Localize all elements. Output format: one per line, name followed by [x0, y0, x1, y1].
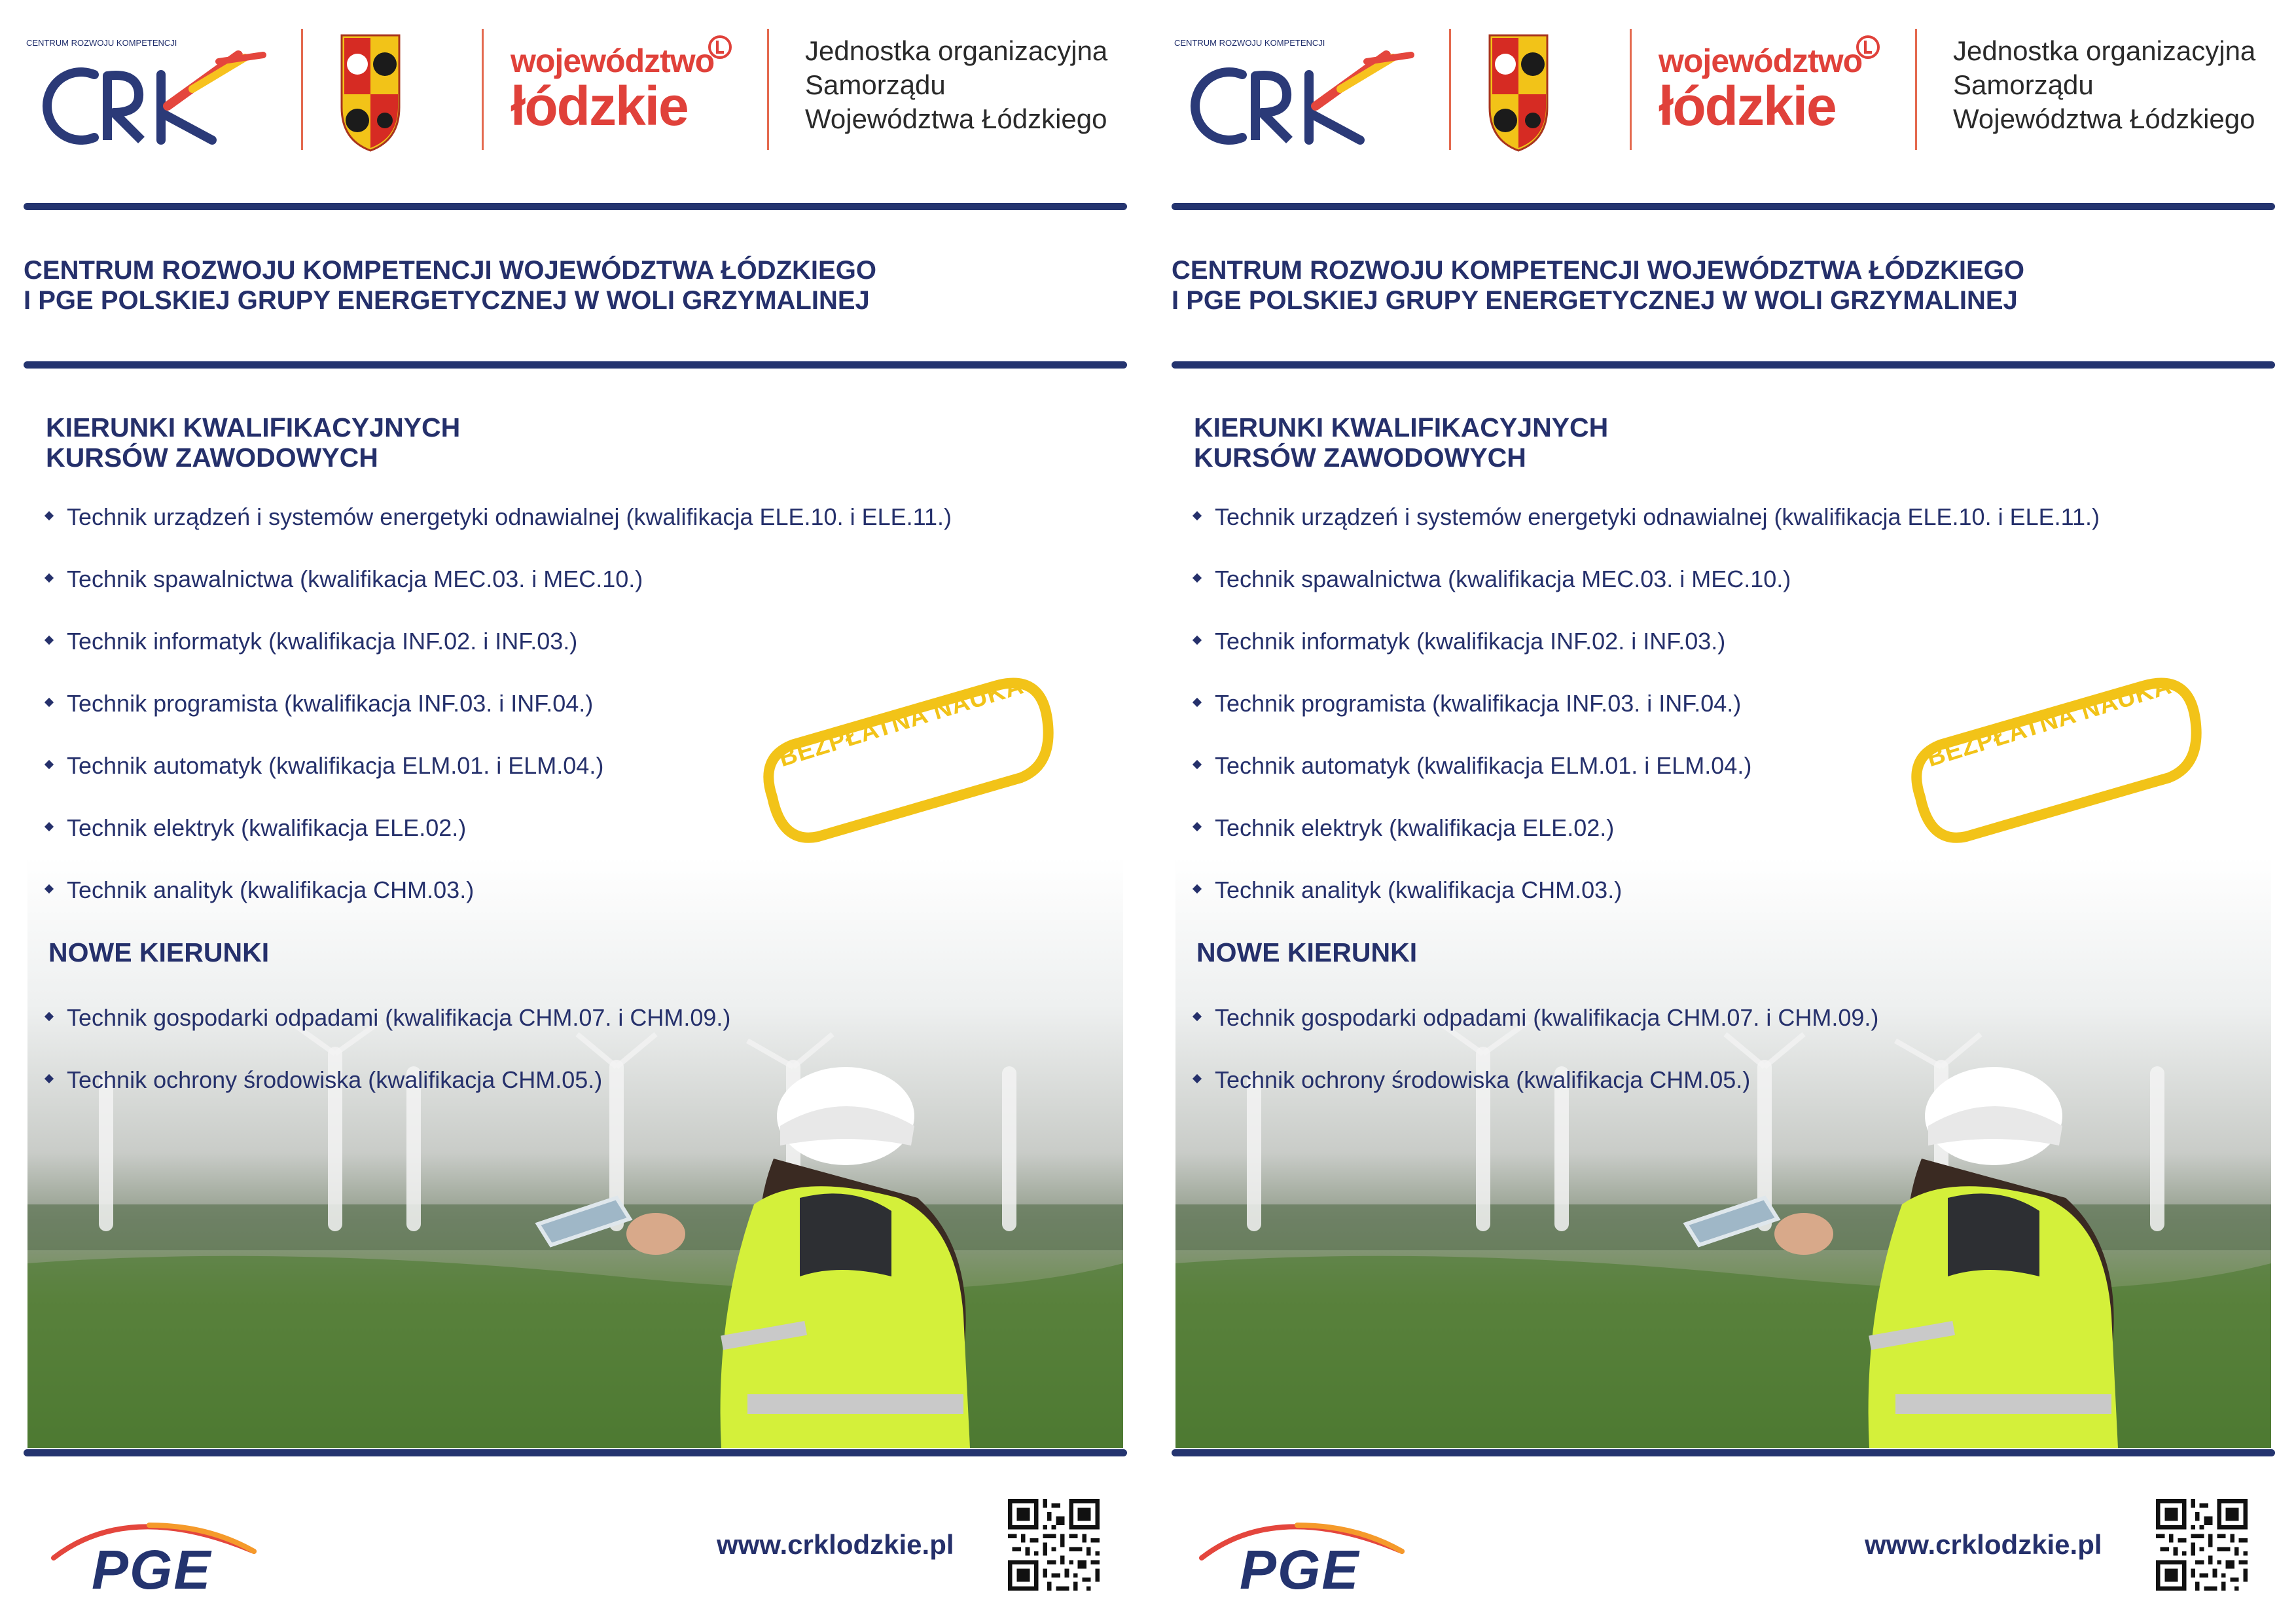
region-mark-icon — [707, 34, 733, 60]
course-text: Technik programista (kwalifikacja INF.03. i INF.04.) — [1215, 690, 1742, 717]
unit-caption — [1953, 34, 2293, 136]
organization-title — [1172, 255, 2271, 316]
crk-caption: CENTRUM ROZWOJU KOMPETENCJI — [26, 38, 177, 48]
course-item — [46, 1003, 730, 1032]
region-mark-icon — [1855, 34, 1881, 60]
bullet-diamond-icon — [1193, 511, 1202, 520]
coat-of-arms-icon — [340, 29, 401, 153]
course-item — [46, 689, 593, 718]
organization-line: CENTRUM ROZWOJU KOMPETENCJI WOJEWÓDZTWA ŁÓDZKIEGO — [24, 256, 876, 285]
course-item — [46, 876, 474, 905]
bullet-diamond-icon — [45, 760, 54, 769]
course-text: Technik analityk (kwalifikacja CHM.03.) — [1215, 876, 1623, 903]
course-item — [46, 627, 577, 656]
courses-heading — [1194, 412, 1608, 473]
bullet-diamond-icon — [45, 1012, 54, 1021]
header-divider — [301, 29, 303, 150]
region-logo-line2: łódzkie — [511, 75, 688, 137]
bottom-divider-bar — [1172, 1449, 2275, 1456]
course-item — [46, 503, 952, 532]
new-courses-heading: NOWE KIERUNKI — [1196, 937, 1418, 967]
unit-line: Samorządu — [1953, 69, 2094, 100]
course-text: Technik urządzeń i systemów energetyki odnawialnej (kwalifikacja ELE.10. i ELE.11.) — [67, 503, 952, 530]
pge-logo-text: PGE — [92, 1539, 212, 1600]
bullet-diamond-icon — [1193, 822, 1202, 831]
courses-heading-line: KIERUNKI KWALIFIKACYJNYCH — [46, 412, 461, 442]
bullet-diamond-icon — [45, 698, 54, 707]
unit-line: Województwa Łódzkiego — [1953, 103, 2255, 134]
top-divider-bar — [1172, 203, 2275, 210]
bullet-diamond-icon — [1193, 698, 1202, 707]
course-item — [46, 751, 603, 780]
crk-logo — [1170, 29, 1419, 153]
bullet-diamond-icon — [45, 573, 54, 583]
course-text: Technik informatyk (kwalifikacja INF.02. i INF.03.) — [1215, 628, 1726, 655]
course-text: Technik ochrony środowiska (kwalifikacja CHM.05.) — [1215, 1066, 1751, 1093]
course-item — [1194, 627, 1725, 656]
header — [1148, 0, 2296, 196]
bullet-diamond-icon — [45, 511, 54, 520]
bottom-divider-bar — [24, 1449, 1127, 1456]
website-link[interactable]: www.crklodzkie.pl — [1865, 1529, 2102, 1560]
bullet-diamond-icon — [1193, 1012, 1202, 1021]
course-text: Technik ochrony środowiska (kwalifikacja CHM.05.) — [67, 1066, 603, 1093]
crk-logo — [22, 29, 271, 153]
course-text: Technik elektryk (kwalifikacja ELE.02.) — [1215, 814, 1615, 841]
unit-line: Województwa Łódzkiego — [805, 103, 1107, 134]
pge-logo-text: PGE — [1240, 1539, 1360, 1600]
course-item — [1194, 503, 2100, 532]
crk-caption: CENTRUM ROZWOJU KOMPETENCJI — [1174, 38, 1325, 48]
courses-heading-line: KURSÓW ZAWODOWYCH — [46, 442, 378, 473]
course-text: Technik spawalnictwa (kwalifikacja MEC.03. i MEC.10.) — [1215, 566, 1791, 592]
course-item — [46, 814, 466, 842]
header-divider — [1449, 29, 1451, 150]
region-logo-line1: województwo — [1659, 43, 1863, 79]
region-logo-line2: łódzkie — [1659, 75, 1836, 137]
bullet-diamond-icon — [1193, 573, 1202, 583]
top-divider-bar — [24, 203, 1127, 210]
courses-heading-line: KURSÓW ZAWODOWYCH — [1194, 442, 1526, 473]
bullet-diamond-icon — [1193, 884, 1202, 893]
region-logo — [511, 34, 733, 145]
header-divider — [1915, 29, 1917, 150]
organization-line: CENTRUM ROZWOJU KOMPETENCJI WOJEWÓDZTWA ŁÓDZKIEGO — [1172, 256, 2024, 285]
course-text: Technik urządzeń i systemów energetyki odnawialnej (kwalifikacja ELE.10. i ELE.11.) — [1215, 503, 2100, 530]
courses-heading — [46, 412, 460, 473]
new-courses-heading: NOWE KIERUNKI — [48, 937, 270, 967]
qr-code — [1008, 1499, 1100, 1591]
coat-of-arms-icon — [1488, 29, 1549, 153]
poster-right — [1148, 0, 2296, 1624]
header — [0, 0, 1148, 196]
course-item — [1194, 1066, 1750, 1094]
organization-line: I PGE POLSKIEJ GRUPY ENERGETYCZNEJ W WOLI GRZYMALINEJ — [24, 286, 870, 315]
bullet-diamond-icon — [1193, 1074, 1202, 1083]
course-item — [1194, 689, 1741, 718]
header-divider — [1630, 29, 1632, 150]
course-text: Technik elektryk (kwalifikacja ELE.02.) — [67, 814, 467, 841]
bullet-diamond-icon — [45, 884, 54, 893]
bullet-diamond-icon — [1193, 760, 1202, 769]
middle-divider-bar — [1172, 361, 2275, 369]
website-link[interactable]: www.crklodzkie.pl — [717, 1529, 954, 1560]
middle-divider-bar — [24, 361, 1127, 369]
bullet-diamond-icon — [45, 1074, 54, 1083]
bullet-diamond-icon — [1193, 636, 1202, 645]
course-text: Technik informatyk (kwalifikacja INF.02. i INF.03.) — [67, 628, 578, 655]
unit-caption — [805, 34, 1145, 136]
organization-title — [24, 255, 1123, 316]
course-text: Technik analityk (kwalifikacja CHM.03.) — [67, 876, 475, 903]
course-text: Technik gospodarki odpadami (kwalifikacja CHM.07. i CHM.09.) — [67, 1004, 731, 1031]
unit-line: Samorządu — [805, 69, 946, 100]
course-item — [1194, 751, 1751, 780]
course-text: Technik automatyk (kwalifikacja ELM.01. i ELM.04.) — [67, 752, 604, 779]
free-education-label: BEZPŁATNA NAUKA — [776, 672, 1027, 773]
course-item — [1194, 565, 1791, 594]
course-text: Technik automatyk (kwalifikacja ELM.01. i ELM.04.) — [1215, 752, 1752, 779]
course-item — [1194, 876, 1622, 905]
course-text: Technik spawalnictwa (kwalifikacja MEC.03. i MEC.10.) — [67, 566, 643, 592]
unit-line: Jednostka organizacyjna — [1953, 35, 2256, 66]
course-item — [46, 1066, 602, 1094]
region-logo — [1659, 34, 1881, 145]
header-divider — [767, 29, 769, 150]
course-item — [46, 565, 643, 594]
course-text: Technik gospodarki odpadami (kwalifikacja CHM.07. i CHM.09.) — [1215, 1004, 1879, 1031]
bullet-diamond-icon — [45, 636, 54, 645]
courses-heading-line: KIERUNKI KWALIFIKACYJNYCH — [1194, 412, 1609, 442]
region-logo-line1: województwo — [511, 43, 715, 79]
course-item — [1194, 1003, 1878, 1032]
free-education-label: BEZPŁATNA NAUKA — [1924, 672, 2175, 773]
course-item — [1194, 814, 1614, 842]
unit-line: Jednostka organizacyjna — [805, 35, 1108, 66]
header-divider — [482, 29, 484, 150]
bullet-diamond-icon — [45, 822, 54, 831]
qr-code — [2156, 1499, 2248, 1591]
course-text: Technik programista (kwalifikacja INF.03. i INF.04.) — [67, 690, 594, 717]
organization-line: I PGE POLSKIEJ GRUPY ENERGETYCZNEJ W WOLI GRZYMALINEJ — [1172, 286, 2018, 315]
